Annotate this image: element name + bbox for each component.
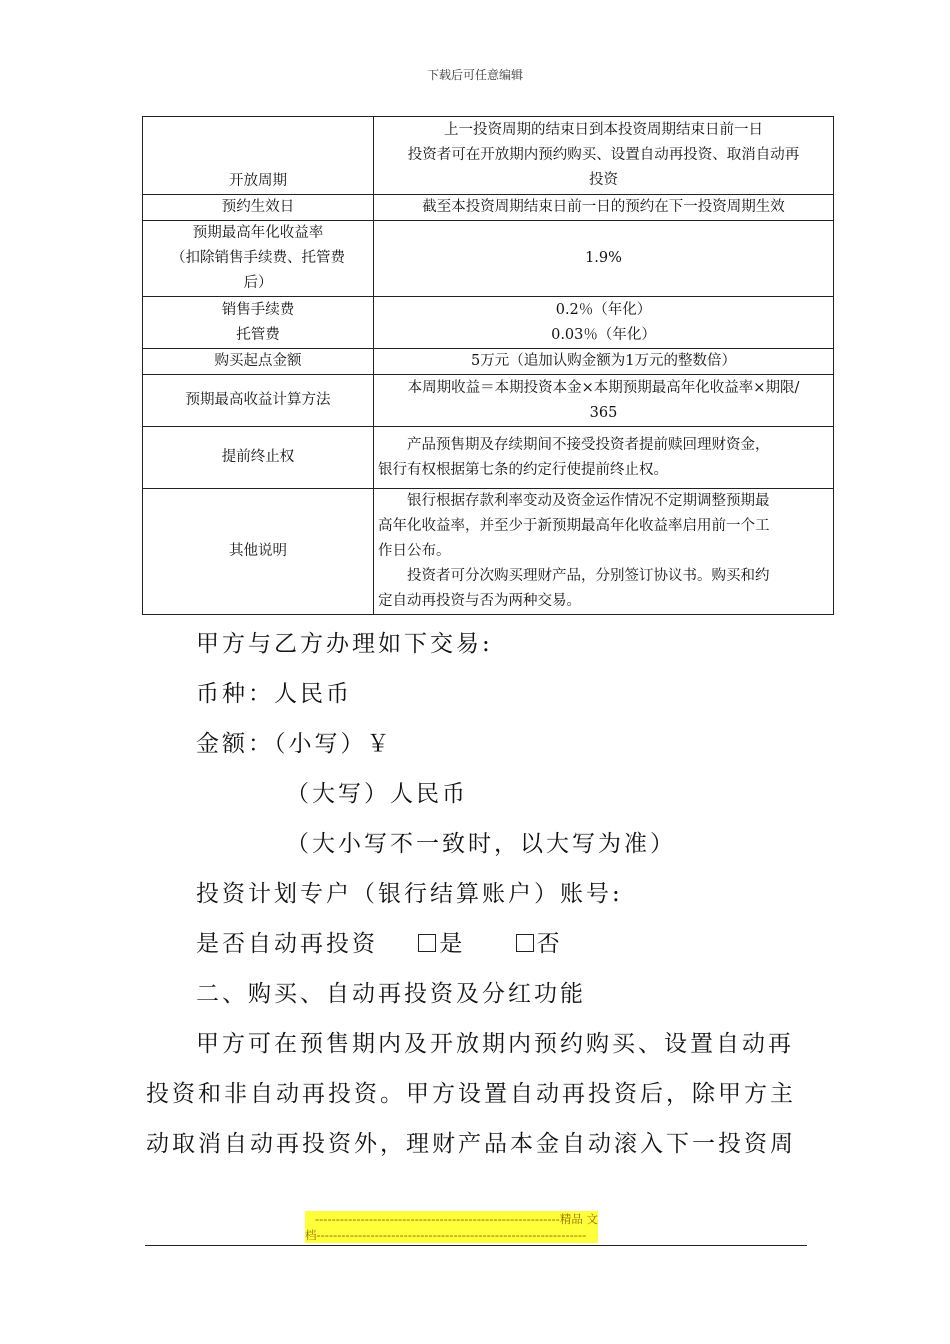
label-text: 后） bbox=[243, 275, 273, 291]
section-title: 二、购买、自动再投资及分红功能 bbox=[196, 981, 586, 1007]
currency-line: 币种：人民币 bbox=[196, 681, 352, 707]
row-value-open-period bbox=[374, 117, 834, 195]
value-text: 365 bbox=[589, 404, 618, 421]
value-text: 本周期收益＝本期投资本金×本期预期最高年化收益率×期限/ bbox=[407, 379, 800, 396]
label-text: 开放周期 bbox=[229, 173, 287, 189]
row-value-early-termination bbox=[374, 427, 834, 489]
footer-mark-line: 档----------------------------------------------------------------- bbox=[305, 1228, 587, 1242]
account-line: 投资计划专户（银行结算账户）账号: bbox=[196, 881, 623, 907]
row-label-other-notes: 其他说明 bbox=[143, 489, 374, 615]
table-row bbox=[143, 427, 834, 489]
paragraph-line: 投资和非自动再投资。甲方设置自动再投资后，除甲方主 bbox=[146, 1081, 796, 1107]
footer-divider bbox=[145, 1245, 807, 1246]
no-option-label: 否 bbox=[536, 931, 563, 957]
row-label-fees bbox=[143, 297, 374, 349]
row-value-other-notes bbox=[374, 489, 834, 615]
paragraph-line: 甲方可在预售期内及开放期内预约购买、设置自动再 bbox=[196, 1031, 794, 1057]
row-label-expected-yield bbox=[143, 221, 374, 297]
row-value-fees bbox=[374, 297, 834, 349]
row-label-open-period bbox=[143, 117, 374, 195]
row-value-expected-yield: 1.9% bbox=[374, 221, 834, 297]
value-text: 投资 bbox=[589, 172, 618, 188]
page-header-note: 下载后可任意编辑 bbox=[426, 68, 523, 82]
auto-reinvest-label: 是否自动再投资 bbox=[196, 931, 378, 957]
row-value-min-purchase: 5万元（追加认购金额为1万元的整数倍） bbox=[374, 349, 834, 375]
row-label-early-termination: 提前终止权 bbox=[143, 427, 374, 489]
footer-mark-line: -----------------------------------------------------------精品 文 bbox=[315, 1212, 598, 1226]
label-text: 销售手续费 bbox=[221, 301, 295, 318]
amount-large-line: （大写）人民币 bbox=[286, 781, 468, 807]
value-text: 银行根据存款利率变动及资金运作情况不定期调整预期最 bbox=[407, 493, 770, 509]
row-value-yield-formula bbox=[374, 375, 834, 427]
row-label-min-purchase: 购买起点金额 bbox=[143, 349, 374, 375]
label-text: 预期最高年化收益率 bbox=[192, 225, 324, 241]
table-row bbox=[143, 221, 834, 297]
no-checkbox[interactable] bbox=[516, 934, 534, 952]
footer-watermark bbox=[305, 1211, 598, 1243]
amount-note-line: （大小写不一致时，以大写为准） bbox=[286, 831, 676, 857]
value-text: 投资者可在开放期内预约购买、设置自动再投资、取消自动再 bbox=[407, 147, 800, 163]
yes-checkbox[interactable] bbox=[418, 934, 436, 952]
value-text: 0.2％（年化） bbox=[555, 301, 652, 318]
table-row bbox=[143, 297, 834, 349]
paragraph-line: 动取消自动再投资外，理财产品本金自动滚入下一投资周 bbox=[146, 1131, 796, 1157]
label-text: （扣除销售手续费、托管费 bbox=[171, 250, 345, 266]
value-text: 投资者可分次购买理财产品，分别签订协议书。购买和约 bbox=[407, 568, 770, 584]
row-label-yield-formula: 预期最高收益计算方法 bbox=[143, 375, 374, 427]
table-row bbox=[143, 117, 834, 195]
row-label-effective-date: 预约生效日 bbox=[143, 195, 374, 221]
amount-small-line: 金额：（小写）￥ bbox=[196, 731, 393, 757]
value-text: 产品预售期及存续期间不接受投资者提前赎回理财资金， bbox=[407, 436, 770, 453]
table-row bbox=[143, 195, 834, 221]
table-row bbox=[143, 489, 834, 615]
label-text: 托管费 bbox=[236, 326, 280, 343]
table-row bbox=[143, 349, 834, 375]
value-text: 高年化收益率，并至少于新预期最高年化收益率启用前一个工 bbox=[378, 518, 770, 534]
auto-reinvest-row bbox=[196, 925, 563, 958]
row-value-effective-date: 截至本投资周期结束日前一日的预约在下一投资周期生效 bbox=[374, 195, 834, 221]
value-text: 定自动再投资与否为两种交易。 bbox=[378, 593, 581, 609]
yes-option-label: 是 bbox=[439, 931, 466, 957]
transaction-intro: 甲方与乙方办理如下交易: bbox=[196, 631, 493, 657]
value-text: 上一投资周期的结束日到本投资周期结束日前一日 bbox=[444, 122, 763, 138]
product-terms-table bbox=[142, 116, 834, 615]
table-row bbox=[143, 375, 834, 427]
value-text: 0.03％（年化） bbox=[551, 326, 656, 343]
value-text: 银行有权根据第七条的约定行使提前终止权。 bbox=[378, 461, 668, 478]
value-text: 作日公布。 bbox=[378, 543, 451, 559]
